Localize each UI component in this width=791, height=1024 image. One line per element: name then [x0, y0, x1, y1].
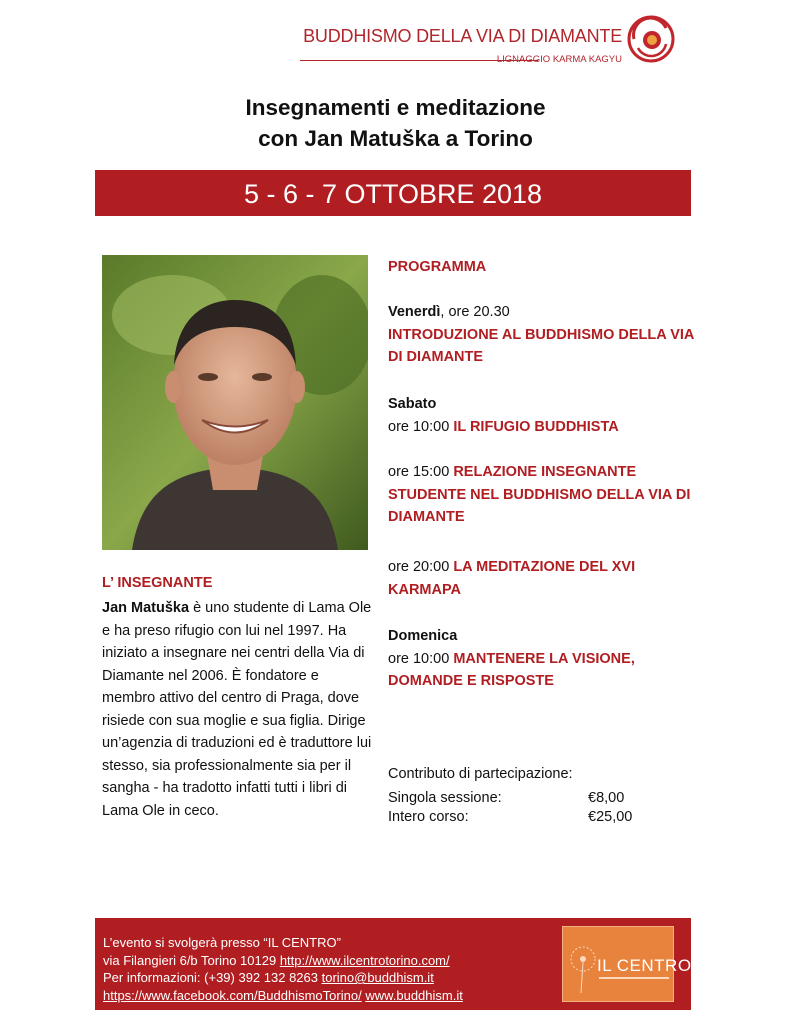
friday-day: Venerdì	[388, 304, 441, 320]
friday-time: , ore 20.30	[440, 304, 510, 320]
footer-website-link[interactable]: http://www.ilcentrotorino.com/	[279, 952, 450, 968]
il-centro-logo	[562, 926, 692, 1002]
footer-contact-line	[103, 969, 463, 987]
brand-subtitle: LIGNAGGIO KARMA KAGYU	[496, 54, 622, 65]
title-line-1: Insegnamenti e meditazione	[245, 95, 546, 120]
session-time: ore 20:00	[388, 559, 454, 575]
title-line-2: con Jan Matuška a Torino	[258, 126, 533, 151]
saturday-session-2	[388, 461, 708, 529]
footer-email-link[interactable]: torino@buddhism.it	[321, 970, 434, 985]
il-centro-logo-text: IL CENTRO	[597, 956, 692, 975]
price-row	[388, 808, 688, 827]
footer-facebook-link[interactable]: https://www.facebook.com/BuddhismoTorino/	[103, 987, 362, 1003]
session-time: ore 10:00	[388, 650, 454, 667]
saturday-session-1	[388, 416, 708, 439]
price-label: Intero corso:	[388, 809, 469, 825]
page-title	[0, 92, 791, 154]
footer-info	[103, 934, 463, 1004]
footer-links-line	[103, 987, 463, 1005]
friday-title: INTRODUZIONE AL BUDDHISMO DELLA VIA DI DIAMANTE	[388, 326, 694, 365]
sunday-day: Domenica	[388, 628, 458, 644]
diamond-way-logo-icon	[626, 14, 676, 64]
session-time: ore 10:00	[388, 418, 454, 435]
price-label: Singola sessione:	[388, 790, 502, 806]
program-friday	[388, 301, 708, 369]
pricing-heading: Contributo di partecipazione:	[388, 766, 573, 782]
brand-title: BUDDHISMO DELLA VIA DI DIAMANTE	[303, 26, 622, 46]
price-value: €25,00	[588, 809, 633, 825]
date-banner: 5 - 6 - 7 OTTOBRE 2018	[95, 170, 691, 216]
teacher-heading: L’ INSEGNANTE	[102, 575, 213, 591]
teacher-bio-text: è uno studente di Lama Ole e ha preso rifugio con lui nel 1997. Ha iniziato a insegnare nei centri della Via di Diamante nel 2006. È fondatore e membro attivo del centro di Praga, dove risiede con sua moglie e sua figlia. Dirige un’agenzia di traduzioni ed è traduttore lui stesso, sia professionalmente sia per il sangha - ha tradotto infatti tutti i libri di Lama Ole in ceco.	[102, 600, 372, 819]
saturday-day: Sabato	[388, 396, 437, 412]
teacher-name: Jan Matuška	[102, 600, 190, 616]
footer-venue: L’evento si svolgerà presso “IL CENTRO”	[103, 935, 341, 950]
saturday-session-3	[388, 556, 708, 601]
session-title: RELAZIONE INSEGNANTE STUDENTE NEL BUDDHISMO DELLA VIA DI DIAMANTE	[388, 464, 691, 525]
session-title: IL RIFUGIO BUDDHISTA	[453, 418, 619, 435]
footer-address-line	[103, 952, 463, 970]
footer	[95, 918, 691, 1010]
teacher-photo	[102, 255, 368, 550]
logo-tagline-line	[599, 977, 669, 979]
header	[300, 18, 680, 70]
program-heading: PROGRAMMA	[388, 259, 487, 275]
footer-phone: Per informazioni: (+39) 392 132 8263	[103, 970, 322, 985]
session-time: ore 15:00	[388, 464, 454, 480]
program-saturday	[388, 393, 708, 438]
price-row	[388, 789, 688, 808]
program-sunday	[388, 625, 708, 693]
session-title: MANTENERE LA VISIONE, DOMANDE E RISPOSTE	[388, 650, 635, 689]
price-value: €8,00	[588, 790, 625, 806]
footer-address: via Filangieri 6/b Torino 10129	[103, 952, 280, 968]
sunday-session-1	[388, 648, 708, 693]
footer-buddhism-link[interactable]: www.buddhism.it	[365, 987, 463, 1003]
pricing	[388, 765, 688, 827]
session-title: LA MEDITAZIONE DEL XVI KARMAPA	[388, 559, 636, 598]
teacher-bio	[102, 597, 372, 822]
